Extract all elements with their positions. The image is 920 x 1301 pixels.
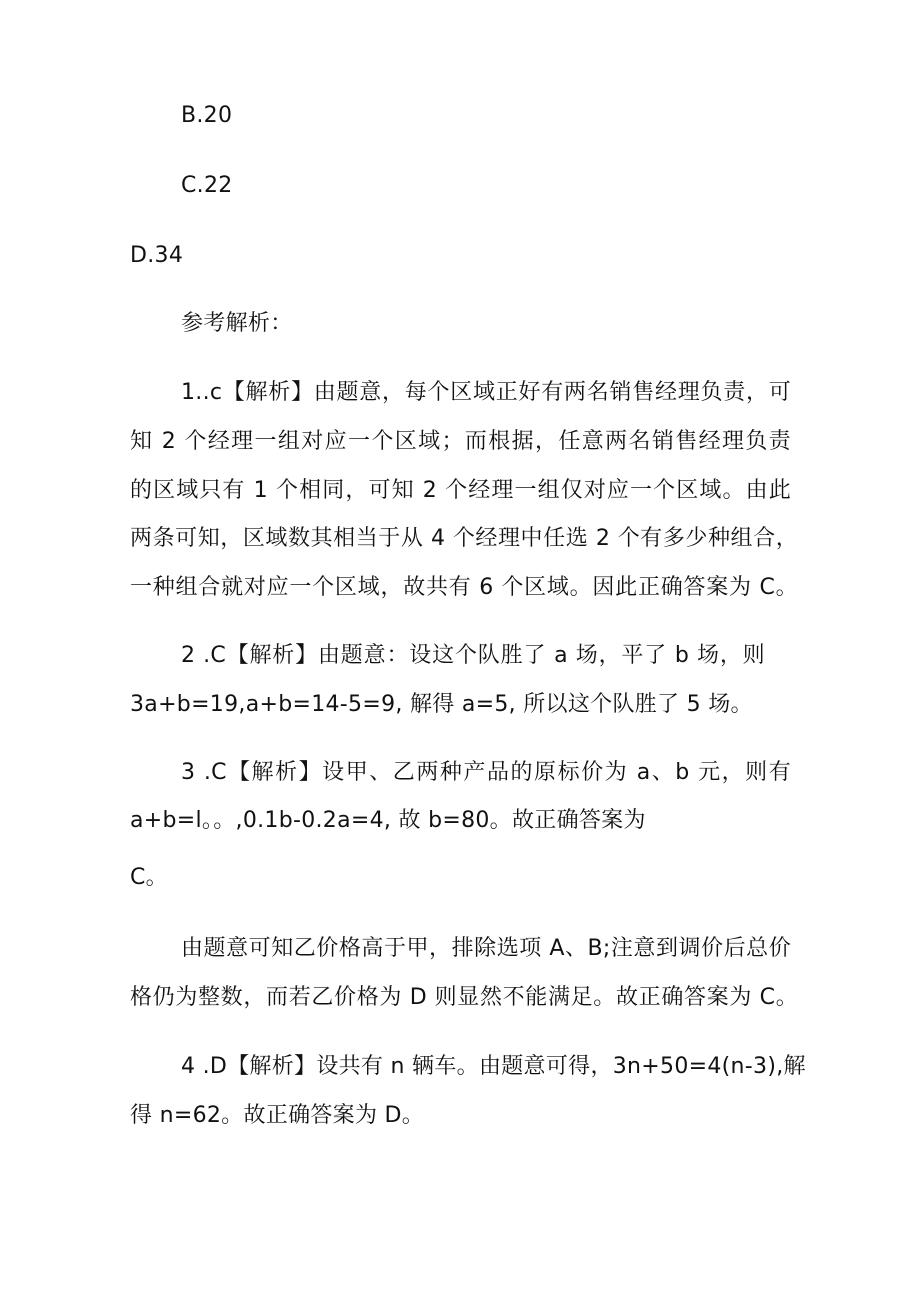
answer-3-line-5: 格仍为整数，而若乙价格为 D 则显然不能满足。故正确答案为 C。 xyxy=(130,985,798,1010)
answer-3-line-4: 由题意可知乙价格高于甲，排除选项 A、B;注意到调价后总价 xyxy=(181,936,791,961)
option-b: B.20 xyxy=(181,103,233,128)
answer-2-line-1: 2 .C【解析】由题意：设这个队胜了 a 场，平了 b 场，则 xyxy=(181,643,765,668)
analysis-heading: 参考解析： xyxy=(181,311,293,336)
answer-1-line-1: 1..c【解析】由题意，每个区域正好有两名销售经理负责，可 xyxy=(181,380,791,405)
answer-2-line-2: 3a+b=19,a+b=14-5=9, 解得 a=5, 所以这个队胜了 5 场。 xyxy=(130,692,753,717)
answer-4-line-2: 得 n=62。故正确答案为 D。 xyxy=(130,1103,425,1128)
option-d: D.34 xyxy=(130,243,184,268)
answer-3-line-1: 3 .C【解析】设甲、乙两种产品的原标价为 a、b 元，则有 xyxy=(181,760,791,785)
answer-3-line-3: C。 xyxy=(130,865,168,890)
answer-3-line-2: a+b=l。。,0.1b-0.2a=4, 故 b=80。故正确答案为 xyxy=(130,808,646,833)
answer-4-line-1: 4 .D【解析】设共有 n 辆车。由题意可得，3n+50=4(n-3),解 xyxy=(181,1054,806,1079)
answer-1-line-5: 一种组合就对应一个区域，故共有 6 个区域。因此正确答案为 C。 xyxy=(130,575,798,600)
answer-1-line-4: 两条可知，区域数其相当于从 4 个经理中任选 2 个有多少种组合， xyxy=(130,526,798,551)
option-c: C.22 xyxy=(181,173,233,198)
answer-1-line-2: 知 2 个经理一组对应一个区域；而根据，任意两名销售经理负责 xyxy=(130,429,791,454)
answer-1-line-3: 的区域只有 1 个相同，可知 2 个经理一组仅对应一个区域。由此 xyxy=(130,478,791,503)
